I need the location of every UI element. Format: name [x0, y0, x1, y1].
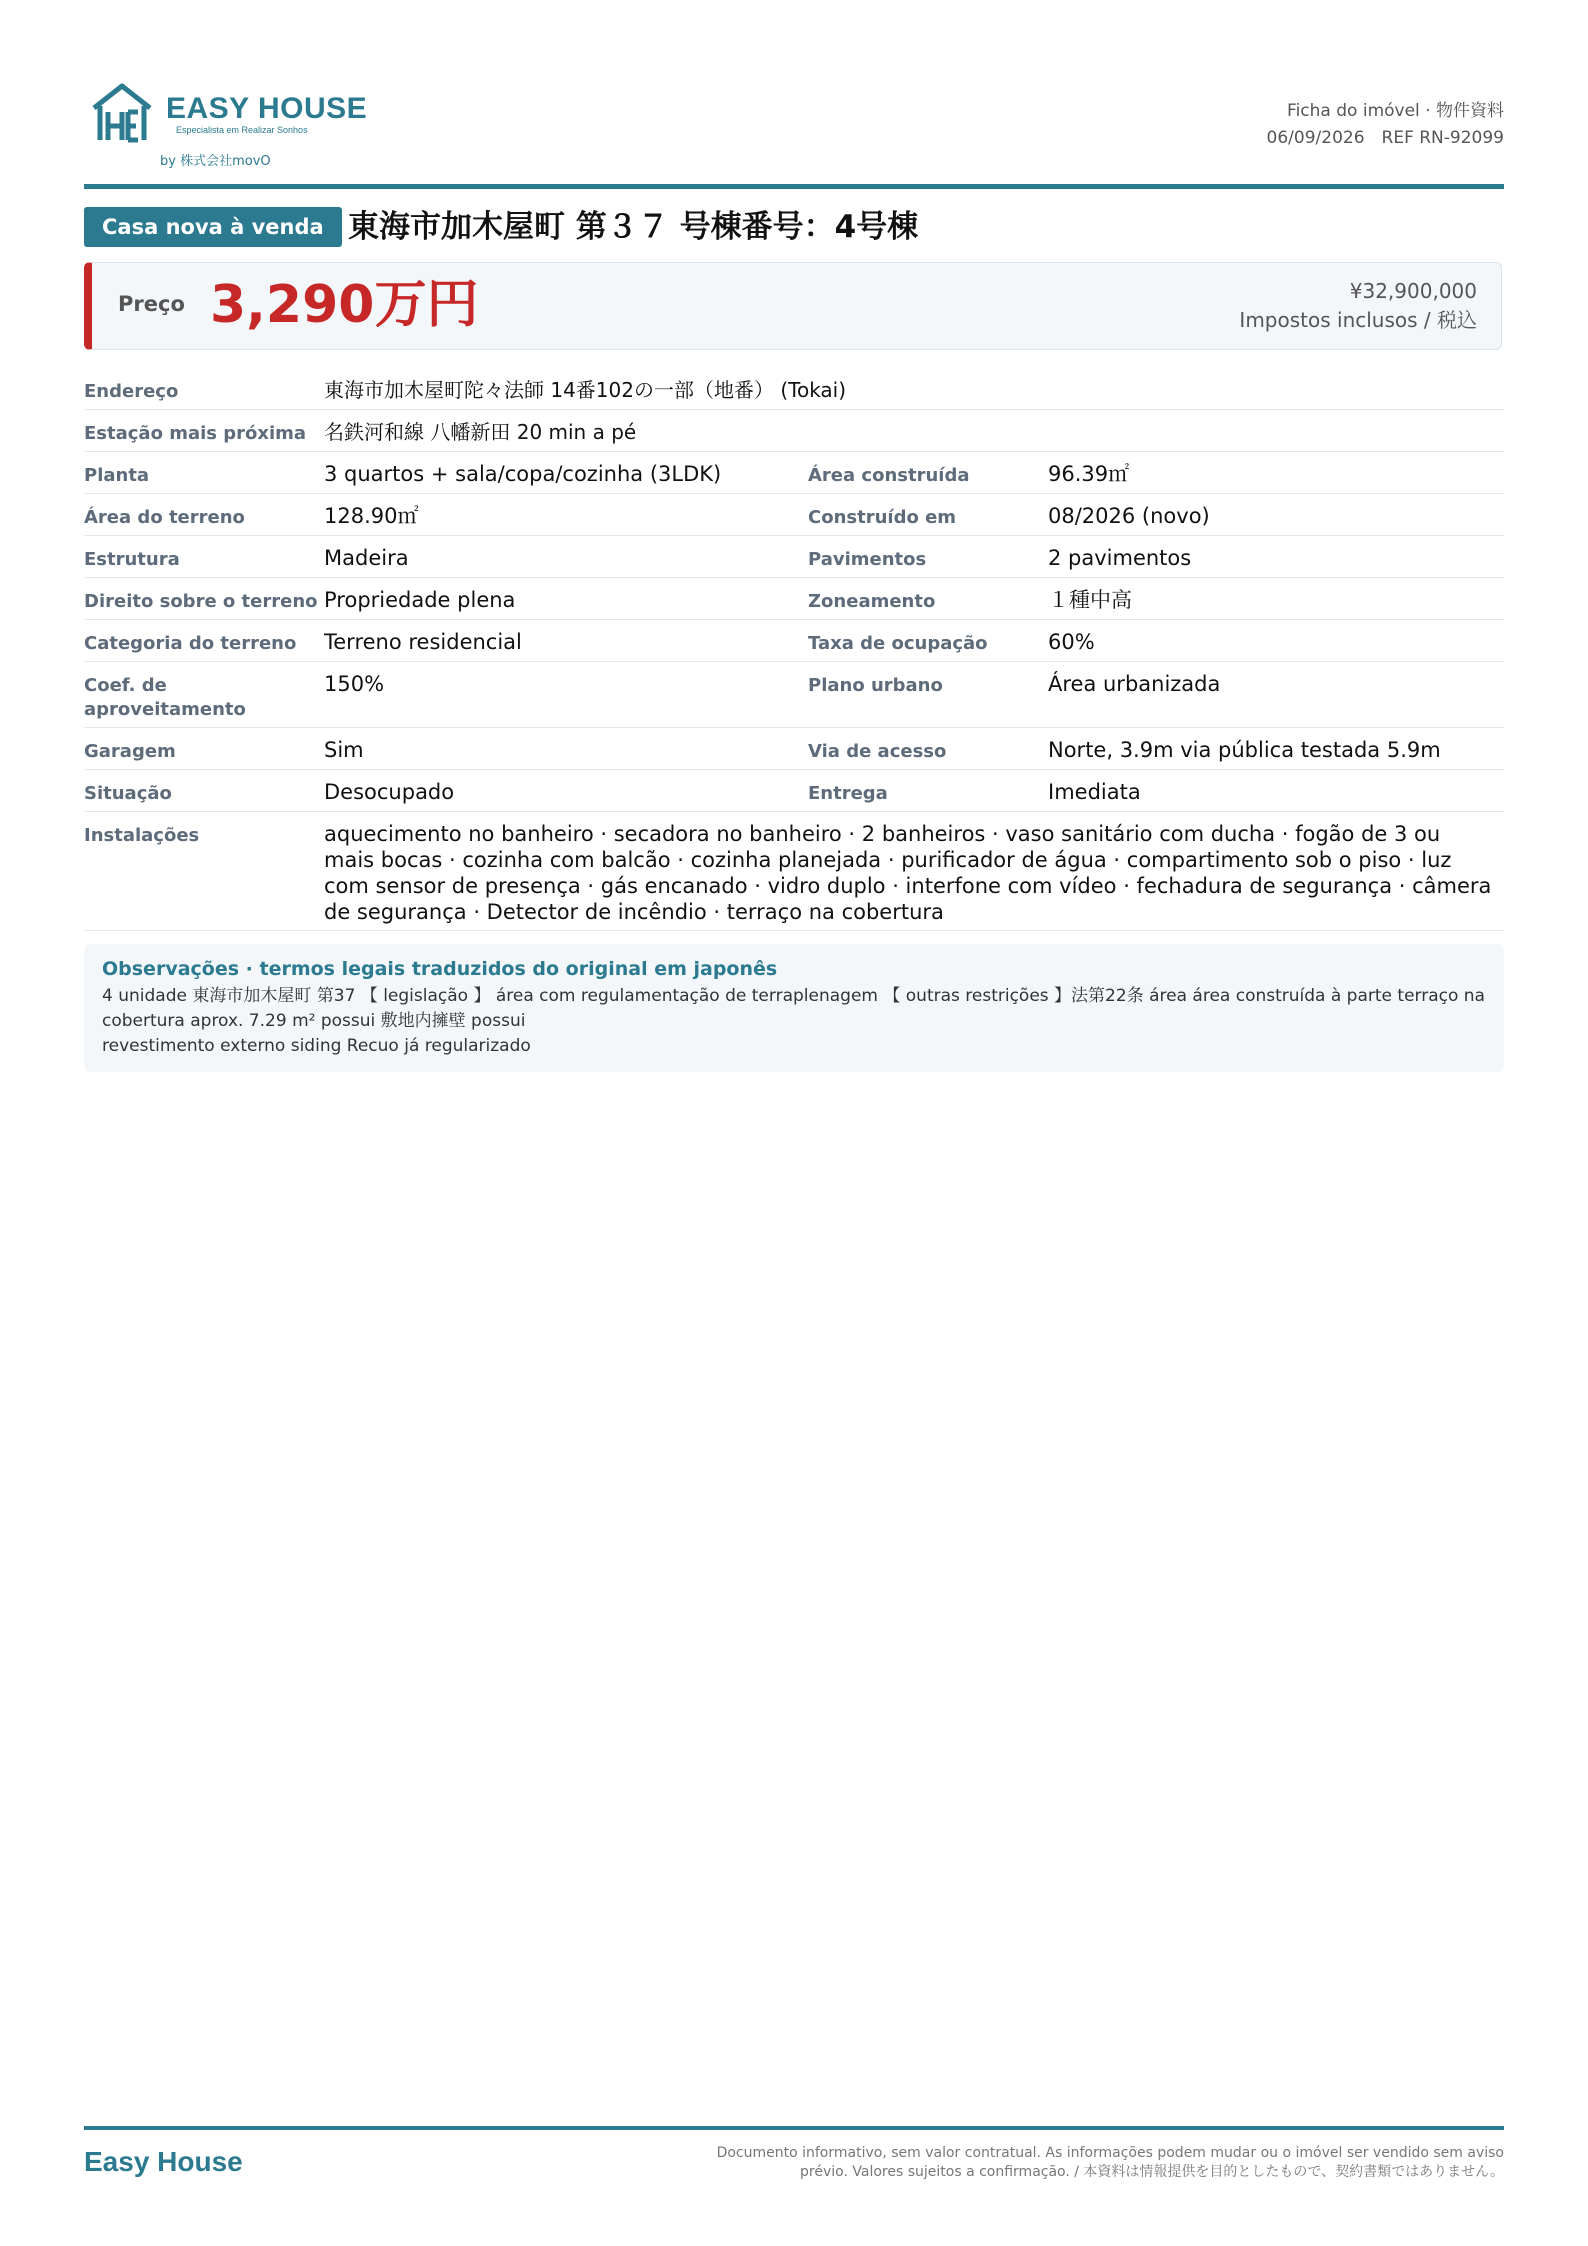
spec-value: Sim	[324, 738, 364, 762]
spec-value: １種中高	[1048, 588, 1132, 612]
house-logo-icon	[90, 82, 154, 144]
spec-status	[84, 770, 784, 811]
disclaimer-line: prévio. Valores sujeitos a confirmação. / 本資料は情報提供を目的としたもので、契約書類ではありません。	[800, 2164, 1504, 2180]
price-details	[1239, 277, 1477, 335]
spec-road	[808, 728, 1504, 769]
notes-box	[84, 944, 1504, 1072]
price-box	[84, 262, 1502, 350]
spec-label: Direito sobre o terreno	[84, 591, 318, 612]
spec-value: aquecimento no banheiro · secadora no banheiro · 2 banheiros · vaso sanitário com ducha · fogão de 3 ou mais bocas · cozinha com balcão · cozinha planejada · purificador de água · compartimento sob o piso · luz com sensor de presença · gás encanado · vidro duplo · interfone com vídeo · fechadura de segurança · câmera de segurança · Detector de incêndio · terraço na cobertura	[324, 822, 1492, 924]
spec-row	[84, 620, 1504, 662]
spec-label: Categoria do terreno	[84, 633, 297, 654]
footer-disclaimer	[717, 2144, 1504, 2182]
spec-label: Estrutura	[84, 549, 180, 570]
spec-row	[84, 368, 1504, 410]
notes-line: 4 unidade 東海市加木屋町 第37 【 legislação 】 área com regulamentação de terraplenagem 【 outras restrições 】法第22条 área área construída à parte terraço na cobertura aprox. 7.29 m² possui 敷地内擁壁 possui	[102, 986, 1485, 1031]
brand-logo	[90, 82, 368, 172]
spec-parking	[84, 728, 784, 769]
spec-label: Situação	[84, 783, 172, 804]
spec-value: 128.90㎡	[324, 504, 419, 528]
spec-value: 東海市加木屋町陀々法師 14番102の一部（地番） (Tokai)	[324, 378, 847, 402]
property-sheet	[84, 0, 1504, 2246]
spec-row	[84, 578, 1504, 620]
spec-value: Imediata	[1048, 780, 1141, 804]
spec-station	[84, 410, 1504, 451]
spec-label: Taxa de ocupação	[808, 633, 988, 654]
spec-table	[84, 368, 1504, 931]
spec-value: Norte, 3.9m via pública testada 5.9m	[1048, 738, 1441, 762]
notes-line: revestimento externo siding Recuo já regularizado	[102, 1036, 531, 1056]
brand-name: EASY HOUSE	[166, 92, 368, 125]
spec-facilities	[84, 812, 1504, 930]
spec-value: 08/2026 (novo)	[1048, 504, 1210, 528]
spec-row	[84, 536, 1504, 578]
spec-land-right	[84, 578, 784, 619]
spec-structure	[84, 536, 784, 577]
spec-floor-area	[808, 452, 1504, 493]
spec-value: 3 quartos + sala/copa/cozinha (3LDK)	[324, 462, 722, 486]
price-tax: Impostos inclusos / 税込	[1239, 308, 1477, 332]
price-yen: ¥32,900,000	[1349, 279, 1477, 303]
spec-land-area	[84, 494, 784, 535]
spec-row	[84, 452, 1504, 494]
spec-row	[84, 410, 1504, 452]
listing-badge: Casa nova à venda	[84, 207, 342, 247]
spec-label: Pavimentos	[808, 549, 927, 570]
spec-value: 名鉄河和線 八幡新田 20 min a pé	[324, 420, 637, 444]
spec-row	[84, 662, 1504, 728]
spec-zoning	[808, 578, 1504, 619]
spec-far	[84, 662, 784, 727]
spec-layout	[84, 452, 784, 493]
spec-label: Plano urbano	[808, 675, 943, 696]
brand-by: by 株式会社movO	[160, 154, 271, 169]
document-meta	[1267, 98, 1504, 152]
spec-label: Entrega	[808, 783, 888, 804]
spec-address	[84, 368, 1504, 409]
doc-type: Ficha do imóvel · 物件資料	[1287, 101, 1504, 121]
header-divider	[84, 184, 1504, 189]
brand-tagline: Especialista em Realizar Sonhos	[176, 125, 308, 135]
spec-delivery	[808, 770, 1504, 811]
notes-title: Observações · termos legais traduzidos do original em japonês	[102, 958, 778, 980]
spec-built	[808, 494, 1504, 535]
spec-row	[84, 728, 1504, 770]
spec-value: 2 pavimentos	[1048, 546, 1192, 570]
spec-row	[84, 812, 1504, 931]
spec-label: Instalações	[84, 825, 200, 846]
spec-row	[84, 770, 1504, 812]
listing-title: 東海市加木屋町 第３７ 号棟番号：4号棟	[348, 209, 919, 245]
spec-land-category	[84, 620, 784, 661]
spec-coverage	[808, 620, 1504, 661]
spec-label: Planta	[84, 465, 150, 486]
spec-label: Zoneamento	[808, 591, 936, 612]
spec-value: 150%	[324, 672, 385, 696]
spec-value: Propriedade plena	[324, 588, 516, 612]
price-value: 3,290万円	[210, 275, 479, 335]
spec-label: Coef. de aproveitamento	[84, 675, 246, 720]
spec-row	[84, 494, 1504, 536]
spec-urban-plan	[808, 662, 1504, 727]
spec-value: Madeira	[324, 546, 409, 570]
spec-value: 60%	[1048, 630, 1095, 654]
price-label: Preço	[118, 292, 185, 316]
footer-brand: Easy House	[84, 2146, 243, 2177]
spec-floors	[808, 536, 1504, 577]
spec-label: Endereço	[84, 381, 179, 402]
spec-label: Construído em	[808, 507, 957, 528]
spec-value: Terreno residencial	[324, 630, 522, 654]
footer-divider	[84, 2126, 1504, 2130]
spec-label: Área construída	[808, 465, 970, 486]
spec-label: Área do terreno	[84, 507, 245, 528]
spec-value: Área urbanizada	[1048, 672, 1221, 696]
spec-label: Garagem	[84, 741, 176, 762]
date-ref: 06/09/2026 REF RN-92099	[1266, 128, 1504, 148]
spec-value: 96.39㎡	[1048, 462, 1130, 486]
spec-label: Estação mais próxima	[84, 423, 307, 444]
spec-value: Desocupado	[324, 780, 455, 804]
spec-label: Via de acesso	[808, 741, 947, 762]
header	[84, 80, 1504, 180]
disclaimer-line: Documento informativo, sem valor contratual. As informações podem mudar ou o imóvel ser vendido sem aviso	[716, 2145, 1504, 2161]
